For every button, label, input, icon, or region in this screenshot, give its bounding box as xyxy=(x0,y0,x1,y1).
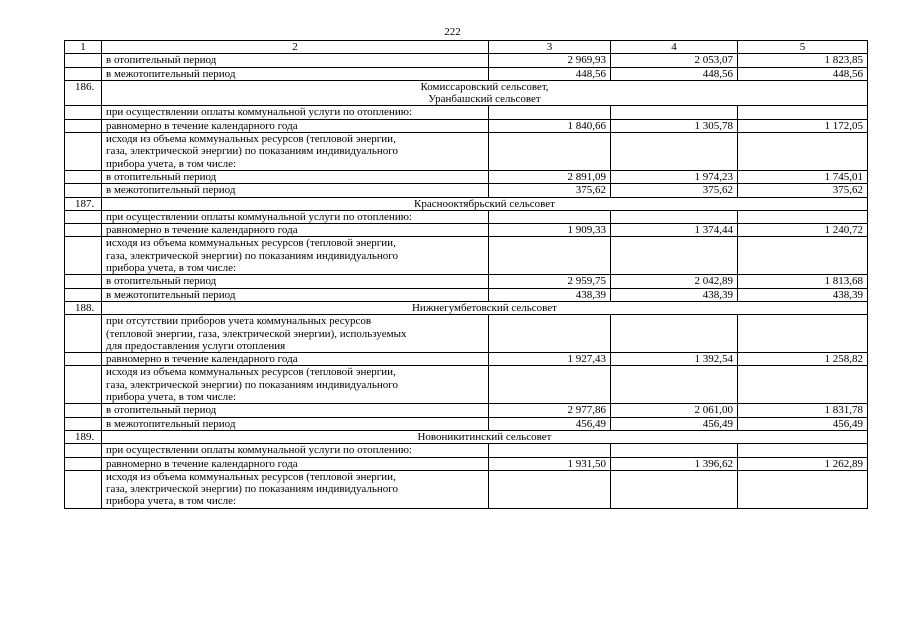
value-cell-col-3: 2 977,86 xyxy=(489,404,611,417)
row-description xyxy=(102,210,489,223)
value-cell-col-3: 2 969,93 xyxy=(489,54,611,67)
section-title xyxy=(102,80,868,106)
row-description xyxy=(102,133,489,171)
table-row xyxy=(65,184,868,197)
value-cell-col-4: 2 061,00 xyxy=(611,404,738,417)
table-row xyxy=(65,54,868,67)
table-row xyxy=(65,170,868,183)
text-row xyxy=(65,106,868,119)
text-line: (тепловой энергии, газа, электрической энергии), используемых xyxy=(106,327,407,340)
page-number: 222 xyxy=(444,26,461,38)
text-line: при отсутствии приборов учета коммунальных ресурсов xyxy=(106,315,372,328)
text-row xyxy=(65,210,868,223)
row-number xyxy=(65,170,102,183)
text-line: прибора учета, в том числе: xyxy=(106,495,237,508)
value-cell-col-4: 1 974,23 xyxy=(611,170,738,183)
row-number xyxy=(65,184,102,197)
text-line: Новоникитинский сельсовет xyxy=(417,430,552,443)
row-description xyxy=(102,106,489,119)
row-description: в отопительный период xyxy=(102,275,489,288)
table-row xyxy=(65,457,868,470)
value-cell-col-5: 456,49 xyxy=(738,417,868,430)
value-cell xyxy=(611,366,738,404)
value-cell-col-5: 1 262,89 xyxy=(738,457,868,470)
text-line: Комиссаровский сельсовет, xyxy=(420,80,549,93)
value-cell-col-5: 1 240,72 xyxy=(738,224,868,237)
row-description: равномерно в течение календарного года xyxy=(102,457,489,470)
text-line: исходя из объема коммунальных ресурсов (тепловой энергии, xyxy=(106,133,396,146)
section-title xyxy=(102,301,868,314)
text-row xyxy=(65,444,868,457)
value-cell-col-4: 456,49 xyxy=(611,417,738,430)
header-col-4: 4 xyxy=(611,41,738,54)
value-cell xyxy=(738,315,868,353)
text-line: газа, электрической энергии) по показаниям индивидуального xyxy=(106,145,398,158)
section-number: 187. xyxy=(65,197,102,210)
value-cell xyxy=(738,366,868,404)
value-cell-col-3: 1 931,50 xyxy=(489,457,611,470)
text-line: при осуществлении оплаты коммунальной услуги по отоплению: xyxy=(106,106,412,119)
table-body xyxy=(65,54,868,508)
tariff-table xyxy=(64,40,868,509)
row-number xyxy=(65,224,102,237)
table-row xyxy=(65,119,868,132)
value-cell-col-5: 438,39 xyxy=(738,288,868,301)
row-description: равномерно в течение календарного года xyxy=(102,224,489,237)
value-cell xyxy=(738,470,868,508)
value-cell xyxy=(489,366,611,404)
section-row xyxy=(65,430,868,443)
row-description: в межотопительный период xyxy=(102,417,489,430)
row-description xyxy=(102,366,489,404)
table-row xyxy=(65,275,868,288)
value-cell-col-5: 1 823,85 xyxy=(738,54,868,67)
header-col-1: 1 xyxy=(65,41,102,54)
value-cell-col-5: 1 813,68 xyxy=(738,275,868,288)
value-cell xyxy=(611,133,738,171)
text-line: прибора учета, в том числе: xyxy=(106,391,237,404)
text-line: Краснооктябрьский сельсовет xyxy=(414,197,555,210)
row-number xyxy=(65,444,102,457)
section-number: 186. xyxy=(65,80,102,106)
text-line: исходя из объема коммунальных ресурсов (тепловой энергии, xyxy=(106,470,396,483)
value-cell xyxy=(489,444,611,457)
row-description xyxy=(102,470,489,508)
value-cell-col-3: 438,39 xyxy=(489,288,611,301)
row-number xyxy=(65,366,102,404)
table-row xyxy=(65,404,868,417)
value-cell-col-3: 2 959,75 xyxy=(489,275,611,288)
text-line: исходя из объема коммунальных ресурсов (тепловой энергии, xyxy=(106,237,396,250)
row-number xyxy=(65,67,102,80)
text-line: Нижнегумбетовский сельсовет xyxy=(411,301,557,314)
row-description: в отопительный период xyxy=(102,404,489,417)
row-description: в межотопительный период xyxy=(102,288,489,301)
value-cell xyxy=(611,106,738,119)
row-number xyxy=(65,315,102,353)
row-number xyxy=(65,133,102,171)
section-title xyxy=(102,430,868,443)
text-line: газа, электрической энергии) по показаниям индивидуального xyxy=(106,378,398,391)
value-cell-col-3: 456,49 xyxy=(489,417,611,430)
value-cell-col-5: 1 831,78 xyxy=(738,404,868,417)
row-description xyxy=(102,444,489,457)
text-row xyxy=(65,133,868,171)
table-row xyxy=(65,417,868,430)
table-row xyxy=(65,67,868,80)
value-cell xyxy=(611,237,738,275)
row-number xyxy=(65,288,102,301)
row-number xyxy=(65,353,102,366)
value-cell xyxy=(738,237,868,275)
row-number xyxy=(65,106,102,119)
row-description: в межотопительный период xyxy=(102,184,489,197)
section-title xyxy=(102,197,868,210)
table-row xyxy=(65,224,868,237)
table-row xyxy=(65,288,868,301)
text-line: газа, электрической энергии) по показаниям индивидуального xyxy=(106,249,398,262)
value-cell-col-4: 2 042,89 xyxy=(611,275,738,288)
value-cell-col-4: 375,62 xyxy=(611,184,738,197)
row-description: равномерно в течение календарного года xyxy=(102,353,489,366)
row-number xyxy=(65,275,102,288)
row-description xyxy=(102,315,489,353)
row-number xyxy=(65,119,102,132)
row-number xyxy=(65,210,102,223)
value-cell xyxy=(738,106,868,119)
row-number xyxy=(65,54,102,67)
value-cell-col-4: 1 396,62 xyxy=(611,457,738,470)
value-cell xyxy=(611,444,738,457)
text-line: газа, электрической энергии) по показаниям индивидуального xyxy=(106,483,398,496)
row-number xyxy=(65,457,102,470)
row-description xyxy=(102,237,489,275)
value-cell-col-4: 438,39 xyxy=(611,288,738,301)
text-row xyxy=(65,237,868,275)
row-description: равномерно в течение календарного года xyxy=(102,119,489,132)
text-line: при осуществлении оплаты коммунальной услуги по отоплению: xyxy=(106,444,412,457)
value-cell-col-3: 1 909,33 xyxy=(489,224,611,237)
row-number xyxy=(65,417,102,430)
text-line: прибора учета, в том числе: xyxy=(106,262,237,275)
text-line: Уранбашский сельсовет xyxy=(428,93,541,106)
value-cell xyxy=(738,210,868,223)
value-cell-col-3: 375,62 xyxy=(489,184,611,197)
row-number xyxy=(65,404,102,417)
value-cell-col-5: 448,56 xyxy=(738,67,868,80)
section-number: 189. xyxy=(65,430,102,443)
value-cell-col-3: 448,56 xyxy=(489,67,611,80)
row-description: в отопительный период xyxy=(102,54,489,67)
section-row xyxy=(65,197,868,210)
value-cell xyxy=(489,315,611,353)
value-cell-col-4: 2 053,07 xyxy=(611,54,738,67)
value-cell-col-4: 1 392,54 xyxy=(611,353,738,366)
section-row xyxy=(65,301,868,314)
value-cell-col-3: 1 840,66 xyxy=(489,119,611,132)
value-cell-col-5: 1 745,01 xyxy=(738,170,868,183)
row-number xyxy=(65,237,102,275)
value-cell-col-4: 1 305,78 xyxy=(611,119,738,132)
value-cell xyxy=(611,210,738,223)
text-row xyxy=(65,366,868,404)
value-cell xyxy=(738,444,868,457)
value-cell-col-4: 1 374,44 xyxy=(611,224,738,237)
value-cell-col-4: 448,56 xyxy=(611,67,738,80)
value-cell xyxy=(611,315,738,353)
header-col-2: 2 xyxy=(102,41,489,54)
value-cell xyxy=(489,210,611,223)
text-line: исходя из объема коммунальных ресурсов (тепловой энергии, xyxy=(106,366,396,379)
table-header-row xyxy=(65,41,868,54)
value-cell xyxy=(489,106,611,119)
text-line: прибора учета, в том числе: xyxy=(106,157,237,170)
text-line: для предоставления услуги отопления xyxy=(106,339,286,352)
value-cell-col-3: 1 927,43 xyxy=(489,353,611,366)
value-cell-col-5: 1 172,05 xyxy=(738,119,868,132)
row-description: в межотопительный период xyxy=(102,67,489,80)
value-cell xyxy=(738,133,868,171)
text-row xyxy=(65,470,868,508)
value-cell-col-5: 1 258,82 xyxy=(738,353,868,366)
section-number: 188. xyxy=(65,301,102,314)
header-col-3: 3 xyxy=(489,41,611,54)
text-line: при осуществлении оплаты коммунальной услуги по отоплению: xyxy=(106,210,412,223)
row-number xyxy=(65,470,102,508)
section-row xyxy=(65,80,868,106)
table-row xyxy=(65,353,868,366)
value-cell xyxy=(489,237,611,275)
value-cell-col-5: 375,62 xyxy=(738,184,868,197)
text-row xyxy=(65,315,868,353)
value-cell-col-3: 2 891,09 xyxy=(489,170,611,183)
value-cell xyxy=(489,133,611,171)
row-description: в отопительный период xyxy=(102,170,489,183)
header-col-5: 5 xyxy=(738,41,868,54)
value-cell xyxy=(611,470,738,508)
value-cell xyxy=(489,470,611,508)
